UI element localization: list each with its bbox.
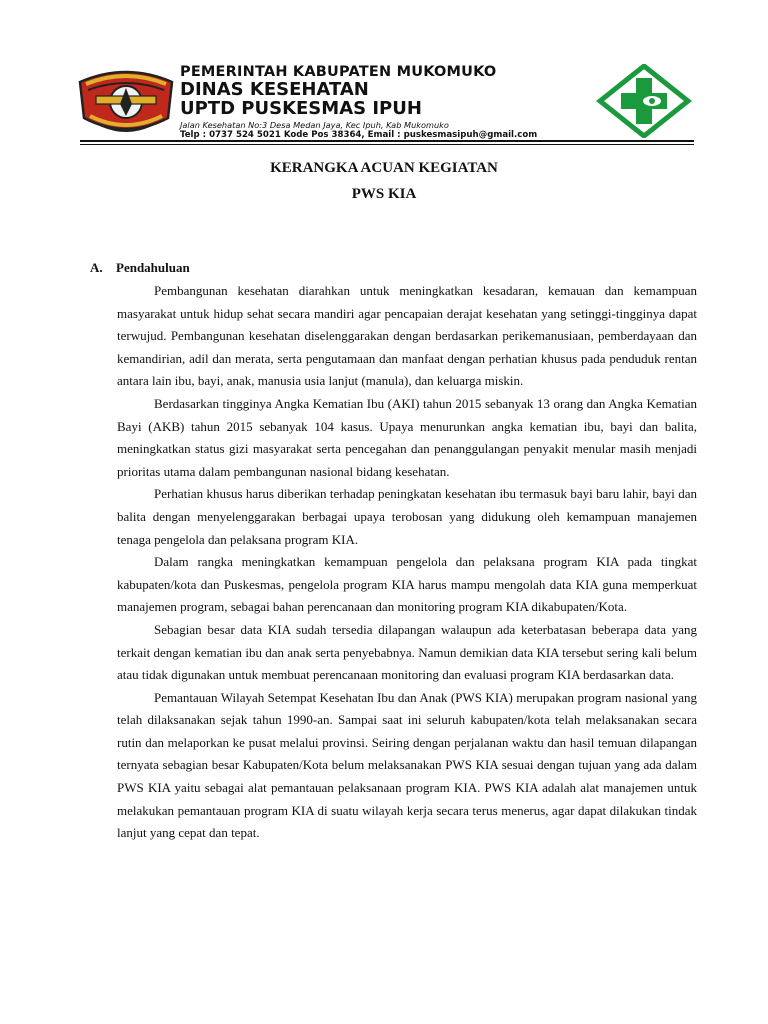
letterhead-address: Jalan Kesehatan No:3 Desa Medan Jaya, Kec Ipuh, Kab Mukomuko [180, 120, 449, 130]
paragraph: Sebagian besar data KIA sudah tersedia dilapangan walaupun ada keterbatasan beberapa data yang terkait dengan kematian ibu dan anak serta penyebabnya. Namun demikian data KIA tersebut sering kali belum atau tidak digunakan untuk membuat perencanaan monitoring dan evaluasi program KIA berdasarkan data. [117, 621, 697, 683]
section-title: Pendahuluan [116, 260, 190, 275]
section-body [117, 280, 697, 845]
section-number: A. [90, 260, 103, 275]
letterhead-unit: UPTD PUSKESMAS IPUH [180, 98, 422, 119]
paragraph: Dalam rangka meningkatkan kemampuan pengelola dan pelaksana program KIA pada tingkat kabupaten/kota dan Puskesmas, pengelola program KIA harus mampu mengolah data KIA guna memperkuat manajemen program, sebagai bahan perencanaan dan monitoring program KIA dikabupaten/Kota. [117, 554, 697, 615]
letterhead-government: PEMERINTAH KABUPATEN MUKOMUKO [180, 64, 497, 80]
letterhead-rule-thin [80, 144, 694, 145]
letterhead-contact: Telp : 0737 524 5021 Kode Pos 38364, Email : puskesmasipuh@gmail.com [180, 130, 538, 140]
health-cross-logo-icon [596, 64, 692, 138]
paragraph: Pembangunan kesehatan diarahkan untuk meningkatkan kesadaran, kemauan dan kemampuan masyarakat untuk hidup sehat secara mandiri agar pencapaian derajat kesehatan yang setinggi-tingginya dapat terwujud. Pembangunan kesehatan diselenggarakan dengan berdasarkan perikemanusiaan, pemberdayaan dan kemandirian, adil dan merata, serta pengutamaan dan manfaat dengan perhatian khusus pada penduduk rentan antara lain ibu, bayi, anak, manusia usia lanjut (manula), dan keluarga miskin. [117, 283, 697, 389]
document-subtitle: PWS KIA [351, 186, 417, 202]
paragraph: Perhatian khusus harus diberikan terhadap peningkatan kesehatan ibu termasuk bayi baru lahir, bayi dan balita dengan menyelenggarakan berbagai upaya terobosan yang didukung oleh kemampuan manajemen tenaga pengelola dan pelaksana program KIA. [117, 486, 697, 547]
document-title: KERANGKA ACUAN KEGIATAN [270, 160, 498, 176]
letterhead-text [180, 64, 594, 140]
letterhead-rule-thick [80, 140, 694, 142]
section-heading [90, 260, 190, 276]
paragraph: Pemantauan Wilayah Setempat Kesehatan Ibu dan Anak (PWS KIA) merupakan program nasional yang telah dilaksanakan sejak tahun 1990-an. Sampai saat ini seluruh kabupaten/kota telah melaksanakan secara rutin dan melaporkan ke pusat melalui provinsi. Seiring dengan perjalanan waktu dan hasil temuan dilapangan ternyata sebagian besar Kabupaten/Kota belum melaksanakan PWS KIA sesuai dengan tujuan yang ada dalam PWS KIA yaitu sebagai alat pemantauan pelaksanaan program KIA. PWS KIA adalah alat manajemen untuk melakukan pemantauan program KIA di suatu wilayah kerja secara terus menerus, agar dapat dilakukan tindak lanjut yang cepat dan tepat. [117, 689, 697, 841]
letterhead-department: DINAS KESEHATAN [180, 79, 369, 100]
letterhead [76, 60, 696, 140]
paragraph: Berdasarkan tingginya Angka Kematian Ibu (AKI) tahun 2015 sebanyak 13 orang dan Angka Kematian Bayi (AKB) tahun 2015 sebanyak 104 kasus. Upaya menurunkan angka kematian ibu, bayi dan balita, meningkatkan status gizi masyarakat serta pencegahan dan penanggulangan penyakit menular masih menjadi prioritas utama dalam pembangunan nasional bidang kesehatan. [117, 395, 697, 479]
regency-emblem-icon [76, 60, 176, 140]
